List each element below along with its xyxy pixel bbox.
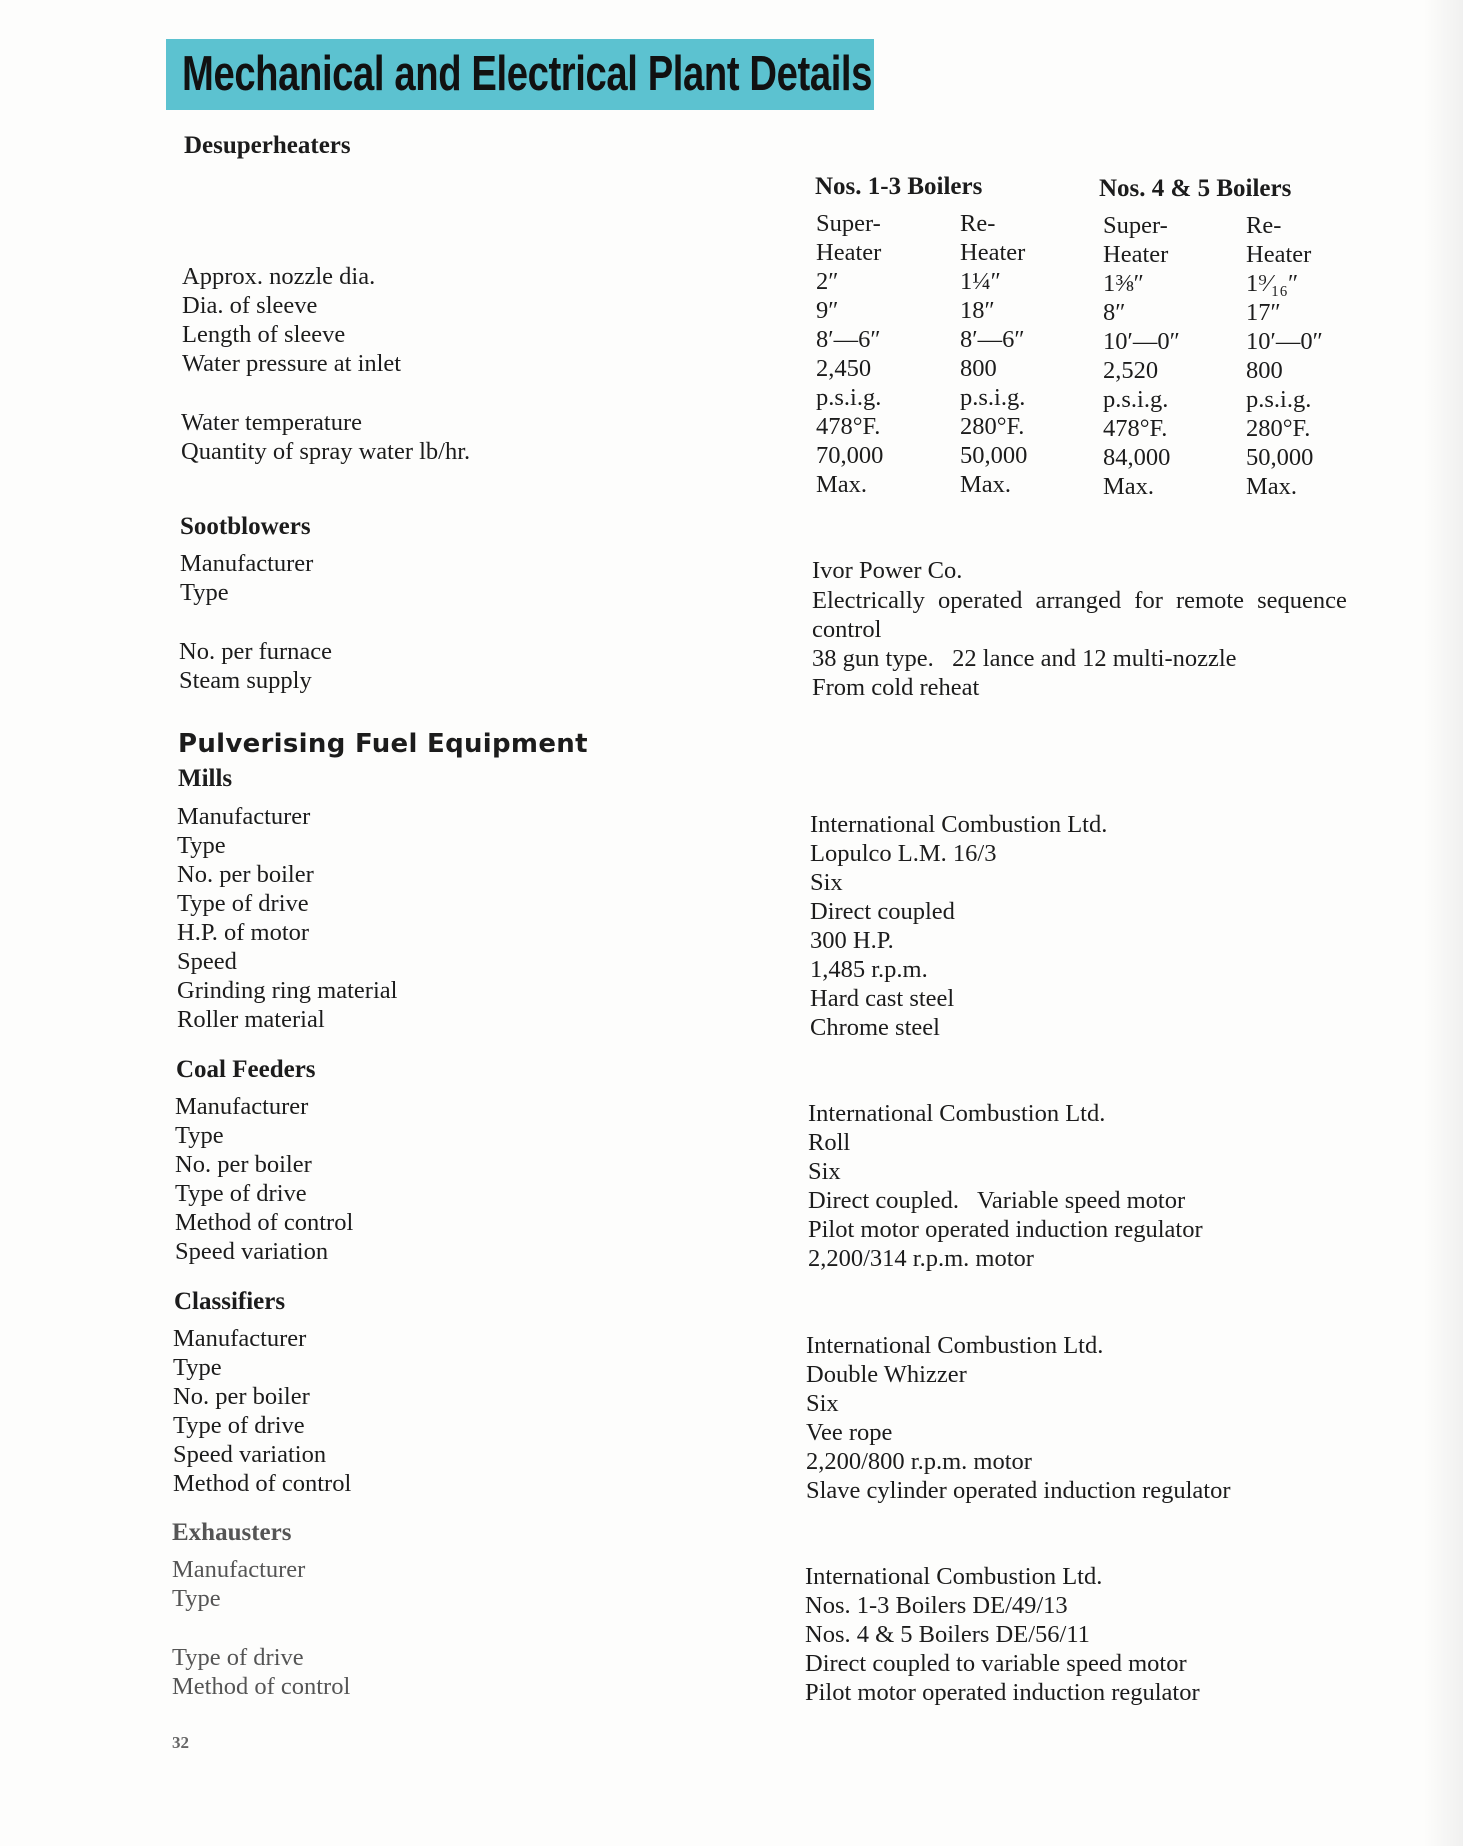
row-label: Manufacturer <box>177 803 311 830</box>
value-cell: p.s.i.g. <box>816 384 882 411</box>
value-cell: Hard cast steel <box>810 985 955 1012</box>
value-cell: Pilot motor operated induction regulator <box>808 1216 1203 1243</box>
subsection-heading-exhausters: Exhausters <box>172 1519 292 1546</box>
value-cell: Vee rope <box>806 1419 893 1446</box>
value-cell: 8″ <box>1103 299 1126 326</box>
column-header: Super- <box>1103 212 1168 239</box>
value-cell: 800 <box>1246 357 1283 384</box>
value-cell: Six <box>806 1390 839 1417</box>
value-cell: 1⁹⁄₁₆″ <box>1246 270 1299 297</box>
value-cell: From cold reheat <box>812 674 980 701</box>
value-cell: 70,000 <box>816 442 884 469</box>
subsection-heading-classifiers: Classifiers <box>174 1288 286 1315</box>
row-label: Speed variation <box>175 1238 329 1265</box>
value-cell: Electrically operated arranged for remote sequence <box>812 587 1347 614</box>
value-cell: Max. <box>816 471 868 498</box>
row-label: Water pressure at inlet <box>182 350 402 377</box>
section-heading-pulverising: Pulverising Fuel Equipment <box>178 729 588 759</box>
coal-feeders-values <box>808 1099 1203 1273</box>
value-cell: 280°F. <box>960 413 1025 440</box>
classifiers-labels <box>173 1324 351 1498</box>
column-boilers-4-5-superheater <box>1103 211 1180 501</box>
row-label: Manufacturer <box>175 1093 309 1120</box>
value-cell: Direct coupled. Variable speed motor <box>808 1187 1186 1214</box>
row-label: No. per furnace <box>179 638 333 665</box>
mills-values <box>810 810 1107 1042</box>
row-label: No. per boiler <box>173 1383 310 1410</box>
value-cell: 8′—6″ <box>960 326 1025 353</box>
value-cell: 50,000 <box>960 442 1028 469</box>
row-label: Manufacturer <box>173 1325 307 1352</box>
value-cell: 1¼″ <box>960 268 1001 295</box>
mills-labels <box>177 802 397 1034</box>
column-header: Re- <box>1246 212 1282 239</box>
page-title: Mechanical and Electrical Plant Details <box>182 47 873 101</box>
value-cell: 18″ <box>960 297 995 324</box>
value-cell: International Combustion Ltd. <box>810 811 1108 838</box>
row-label: Speed variation <box>173 1441 327 1468</box>
value-cell: 8′—6″ <box>816 326 881 353</box>
value-cell: Pilot motor operated induction regulator <box>805 1679 1200 1706</box>
value-cell: 17″ <box>1246 299 1281 326</box>
column-header: Heater <box>1103 241 1169 268</box>
value-cell: Max. <box>960 471 1012 498</box>
row-label: Steam supply <box>179 667 312 694</box>
classifiers-values <box>806 1331 1231 1505</box>
value-cell: 280°F. <box>1246 415 1311 442</box>
value-cell: Slave cylinder operated induction regulator <box>806 1477 1231 1504</box>
page-number: 32 <box>172 1733 189 1752</box>
row-label: Grinding ring material <box>177 977 398 1004</box>
value-cell: Double Whizzer <box>806 1361 967 1388</box>
value-cell: 2″ <box>816 268 839 295</box>
value-cell: 1⅜″ <box>1103 270 1144 297</box>
value-cell: Max. <box>1103 473 1155 500</box>
value-cell: 2,200/800 r.p.m. motor <box>806 1448 1032 1475</box>
row-label: Manufacturer <box>172 1556 306 1583</box>
value-cell: 10′—0″ <box>1103 328 1180 355</box>
column-header: Heater <box>1246 241 1312 268</box>
value-cell: 9″ <box>816 297 839 324</box>
row-label: Type of drive <box>175 1180 307 1207</box>
row-label: Method of control <box>175 1209 354 1236</box>
row-label: Water temperature <box>181 409 362 436</box>
value-cell: Nos. 1-3 Boilers DE/49/13 <box>805 1592 1068 1619</box>
value-cell: Max. <box>1246 473 1298 500</box>
value-cell: 300 H.P. <box>810 927 894 954</box>
value-cell: 2,200/314 r.p.m. motor <box>808 1245 1034 1272</box>
value-cell: Direct coupled <box>810 898 955 925</box>
value-cell: 1,485 r.p.m. <box>810 956 928 983</box>
row-label: Speed <box>177 948 237 975</box>
row-label: Dia. of sleeve <box>182 292 318 319</box>
exhausters-values <box>805 1562 1200 1707</box>
section-heading-sootblowers: Sootblowers <box>180 513 311 540</box>
row-label: Type <box>172 1585 221 1612</box>
row-label: No. per boiler <box>177 861 314 888</box>
value-cell: 2,520 <box>1103 357 1159 384</box>
value-cell: 800 <box>960 355 997 382</box>
row-label: Quantity of spray water lb/hr. <box>181 438 471 465</box>
column-header: Re- <box>960 210 996 237</box>
group-heading-boilers-1-3: Nos. 1-3 Boilers <box>815 173 983 200</box>
column-boilers-4-5-reheater <box>1246 211 1323 501</box>
row-label: Type of drive <box>173 1412 305 1439</box>
page-edge-shadow <box>1423 0 1463 1846</box>
row-label: Method of control <box>172 1673 351 1700</box>
row-label: Type of drive <box>177 890 309 917</box>
value-cell: p.s.i.g. <box>1246 386 1312 413</box>
value-cell: 2,450 <box>816 355 872 382</box>
row-label: Type <box>177 832 226 859</box>
value-cell: Six <box>808 1158 841 1185</box>
value-cell: International Combustion Ltd. <box>805 1563 1103 1590</box>
value-cell: Lopulco L.M. 16/3 <box>810 840 997 867</box>
row-label: H.P. of motor <box>177 919 310 946</box>
value-cell: 478°F. <box>1103 415 1168 442</box>
row-label: Length of sleeve <box>182 321 346 348</box>
subsection-heading-coal-feeders: Coal Feeders <box>176 1056 316 1083</box>
section-heading-desuperheaters: Desuperheaters <box>184 132 351 159</box>
value-cell: Direct coupled to variable speed motor <box>805 1650 1187 1677</box>
row-label: Type <box>173 1354 222 1381</box>
value-cell: Nos. 4 & 5 Boilers DE/56/11 <box>805 1621 1090 1648</box>
row-label: Approx. nozzle dia. <box>182 263 376 290</box>
column-header: Heater <box>960 239 1026 266</box>
value-cell: 38 gun type. 22 lance and 12 multi-nozzle <box>812 645 1237 672</box>
value-cell: International Combustion Ltd. <box>808 1100 1106 1127</box>
column-header: Super- <box>816 210 881 237</box>
coal-feeders-labels <box>175 1092 353 1266</box>
row-label: Method of control <box>173 1470 352 1497</box>
value-cell: 478°F. <box>816 413 881 440</box>
row-label: Roller material <box>177 1006 325 1033</box>
value-cell: 50,000 <box>1246 444 1314 471</box>
column-boilers-1-3-superheater <box>816 209 883 499</box>
row-label: No. per boiler <box>175 1151 312 1178</box>
value-cell: control <box>812 616 882 643</box>
subsection-heading-mills: Mills <box>178 765 233 792</box>
row-label: Type <box>175 1122 224 1149</box>
value-cell: Chrome steel <box>810 1014 940 1041</box>
value-cell: Roll <box>808 1129 851 1156</box>
row-label: Type <box>180 579 229 606</box>
value-cell: International Combustion Ltd. <box>806 1332 1104 1359</box>
title-banner <box>166 39 874 110</box>
group-heading-boilers-4-5: Nos. 4 & 5 Boilers <box>1099 175 1292 202</box>
value-cell: p.s.i.g. <box>1103 386 1169 413</box>
column-header: Heater <box>816 239 882 266</box>
value-cell: Ivor Power Co. <box>812 557 963 584</box>
value-cell: 10′—0″ <box>1246 328 1323 355</box>
row-label: Manufacturer <box>180 550 314 577</box>
column-boilers-1-3-reheater <box>960 209 1027 499</box>
value-cell: 84,000 <box>1103 444 1171 471</box>
value-cell: p.s.i.g. <box>960 384 1026 411</box>
value-cell: Six <box>810 869 843 896</box>
row-label: Type of drive <box>172 1644 304 1671</box>
